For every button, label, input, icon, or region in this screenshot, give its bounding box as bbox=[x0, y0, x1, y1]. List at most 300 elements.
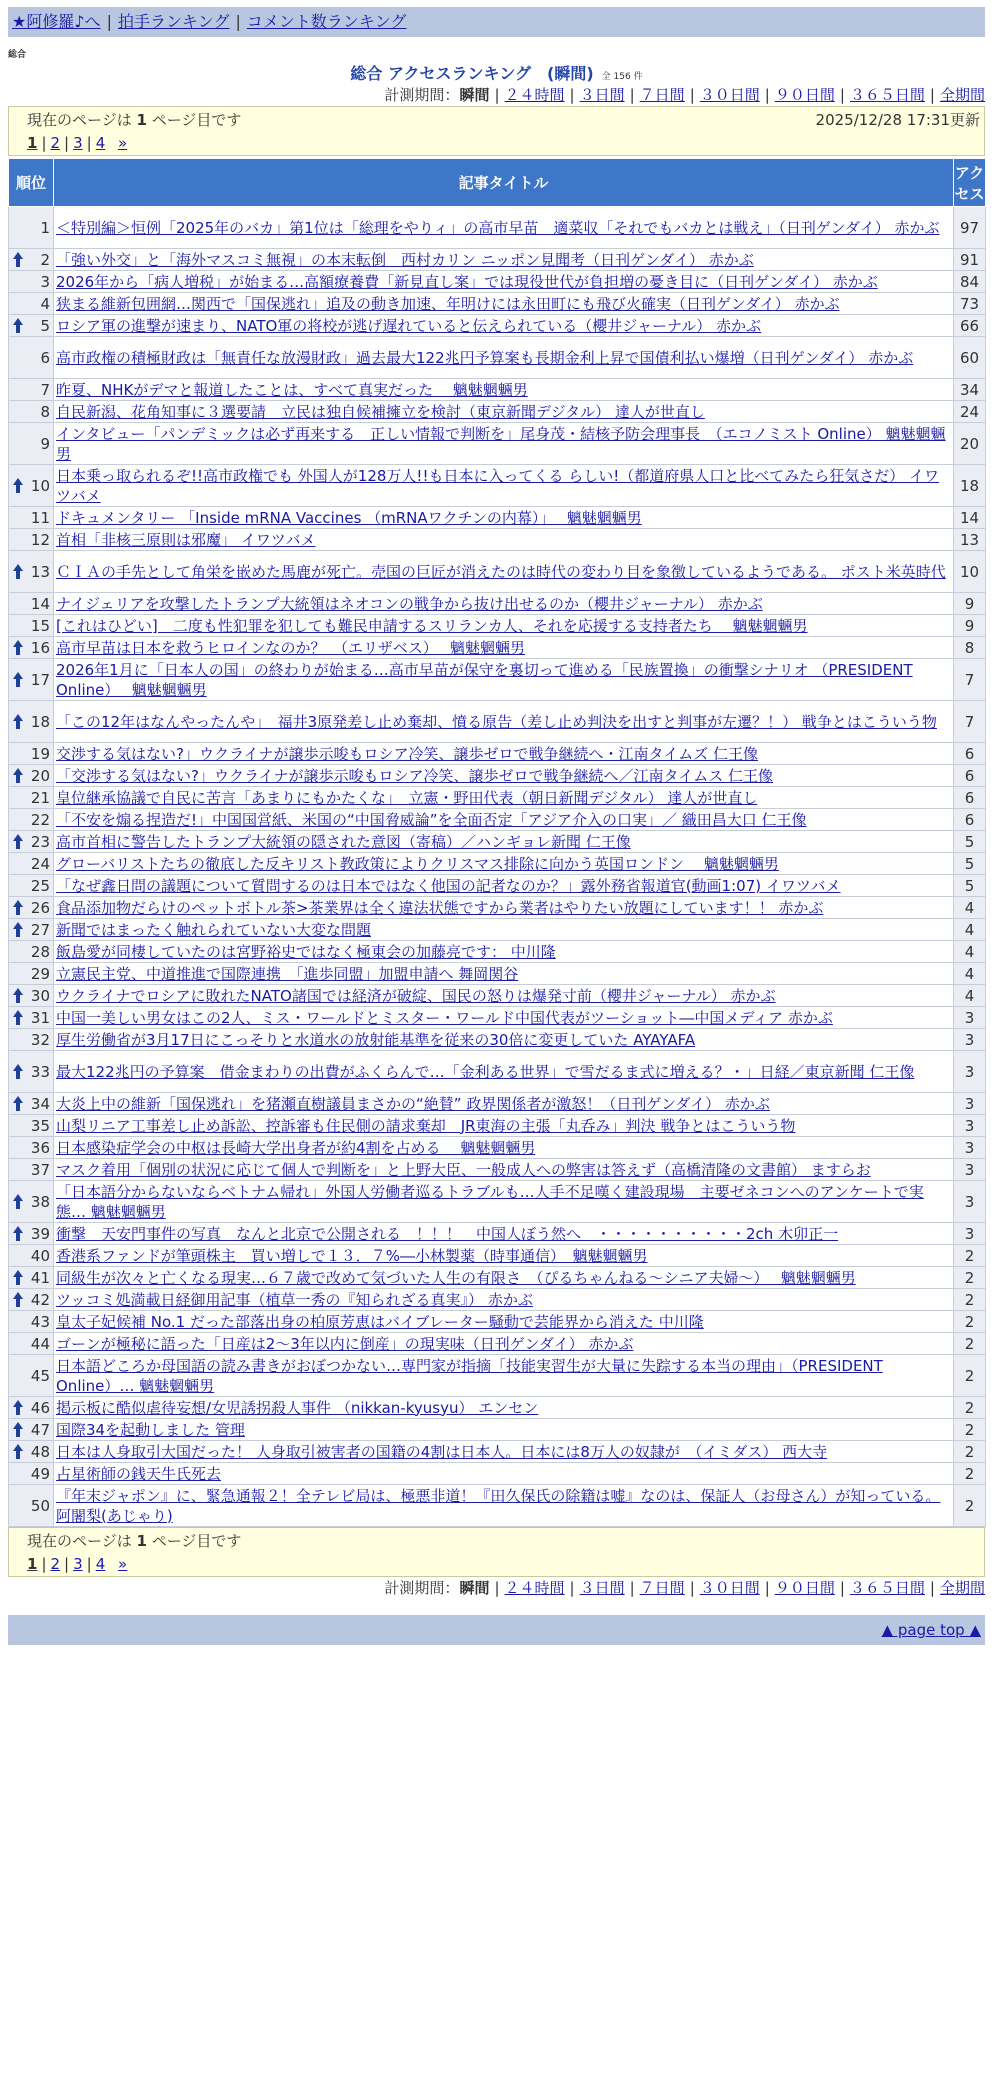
rank-cell bbox=[9, 1311, 54, 1333]
table-row bbox=[9, 701, 986, 743]
rank-cell bbox=[9, 1397, 54, 1419]
column-header-access: アクセス bbox=[954, 159, 986, 207]
article-title-link[interactable]: マスク着用「個別の状況に応じて個人で判断を」と上野大臣、一般成人への弊害は答えず（高橋清隆の文書館） ますらお bbox=[56, 1160, 871, 1179]
access-count: 2 bbox=[954, 1419, 986, 1441]
table-row bbox=[9, 401, 986, 423]
up-arrow-icon bbox=[13, 318, 23, 334]
article-title-link[interactable]: ＣＩＡの手先として角栄を嵌めた馬鹿が死亡。売国の巨匠が消えたのは時代の変わり目を象徴しているようである。 ポスト米英時代 bbox=[56, 562, 946, 581]
table-row bbox=[9, 985, 986, 1007]
rank-number: 22 bbox=[30, 810, 50, 829]
rank-cell bbox=[9, 1485, 54, 1527]
rank-number: 47 bbox=[30, 1420, 50, 1439]
period-link[interactable]: ９０日間 bbox=[774, 1579, 835, 1597]
pagination-page[interactable]: 4 bbox=[95, 1555, 106, 1573]
article-title-link[interactable]: 最大122兆円の予算案 借金まわりの出費がふくらんで…「金利ある世界」で雪だるま式に増える？・」日経／東京新聞 仁王像 bbox=[56, 1062, 915, 1081]
pagination-page[interactable]: 3 bbox=[73, 134, 83, 152]
nav-link-clap-ranking[interactable]: 拍手ランキング bbox=[117, 12, 230, 31]
footer-bar bbox=[8, 1615, 985, 1645]
access-count: 7 bbox=[954, 701, 986, 743]
title-cell bbox=[54, 1355, 954, 1397]
rank-cell bbox=[9, 897, 54, 919]
table-row bbox=[9, 1355, 986, 1397]
table-row bbox=[9, 337, 986, 379]
rank-cell bbox=[9, 809, 54, 831]
article-title-link[interactable]: 昨夏、NHKがデマと報道したことは、すべて真実だった 魑魅魍魎男 bbox=[56, 380, 528, 399]
up-arrow-icon bbox=[13, 1444, 23, 1460]
article-title-link[interactable]: 「交渉する気はない?」ウクライナが譲歩示唆もロシア冷笑、譲歩ゼロで戦争継続へ／江南タイムス 仁王像 bbox=[56, 766, 773, 785]
up-arrow-icon bbox=[13, 1422, 23, 1438]
article-title-link[interactable]: 皇太子妃候補 No.1 だった部落出身の柏原芳恵はバイブレーター騒動で芸能界から消えた 中川隆 bbox=[56, 1312, 704, 1331]
access-count: 6 bbox=[954, 809, 986, 831]
rank-number: 43 bbox=[30, 1312, 50, 1331]
pagination-spacer bbox=[109, 134, 114, 152]
period-separator: | bbox=[494, 1579, 500, 1597]
rank-number: 33 bbox=[30, 1062, 50, 1081]
top-nav-bar bbox=[8, 7, 985, 37]
pagination-page[interactable]: 4 bbox=[95, 134, 106, 152]
rank-cell bbox=[9, 293, 54, 315]
column-header-rank: 順位 bbox=[9, 159, 54, 207]
rank-number: 28 bbox=[30, 942, 50, 961]
rank-cell bbox=[9, 401, 54, 423]
access-count: 2 bbox=[954, 1311, 986, 1333]
rank-cell bbox=[9, 1051, 54, 1093]
article-title-link[interactable]: 大炎上中の維新「国保逃れ」を猪瀬直樹議員まさかの“絶賛” 政界関係者が激怒！（日刊ゲンダイ） 赤かぶ bbox=[56, 1094, 770, 1113]
article-title-link[interactable]: 国際34を起動しました 管理 bbox=[56, 1420, 245, 1439]
article-title-link[interactable]: 「この12年はなんやったんや」 福井3原発差し止め棄却、憤る原告（差し止め判決を出すと判事が左遷？！） 戦争とはこういう物 bbox=[56, 712, 937, 731]
article-title-link[interactable]: 日本乗っ取られるぞ!!高市政権でも 外国人が128万人!!も日本に入ってくる らしい!（都道府県人口と比べてみたら狂気さだ） イワツバメ bbox=[56, 466, 940, 505]
title-cell bbox=[54, 875, 954, 897]
page-status-number: 1 bbox=[136, 1532, 147, 1550]
up-arrow-icon bbox=[13, 714, 23, 730]
article-title-link[interactable]: 交渉する気はない?」ウクライナが譲歩示唆もロシア冷笑、譲歩ゼロで戦争継続へ・江南タイムズ 仁王像 bbox=[56, 744, 758, 763]
rank-cell bbox=[9, 1333, 54, 1355]
up-arrow-icon bbox=[13, 1194, 23, 1210]
table-row bbox=[9, 637, 986, 659]
table-row bbox=[9, 423, 986, 465]
article-title-link[interactable]: 首相「非核三原則は邪魔」 イワツバメ bbox=[56, 530, 316, 549]
article-title-link[interactable]: 『年末ジャポン』に、緊急通報２！全テレビ局は、極悪非道！『田久保氏の除籍は嘘』なのは、保証人（お母さん）が知っている。 阿闍梨(あじゃり) bbox=[56, 1486, 941, 1525]
rank-number: 29 bbox=[30, 964, 50, 983]
rank-number: 19 bbox=[30, 744, 50, 763]
access-count: 2 bbox=[954, 1289, 986, 1311]
rank-number: 6 bbox=[40, 348, 50, 367]
title-cell bbox=[54, 1159, 954, 1181]
title-cell bbox=[54, 207, 954, 249]
article-title-link[interactable]: 高市早苗は日本を救うヒロインなのか？ （エリザベス） 魑魅魍魎男 bbox=[56, 638, 526, 657]
access-count: 4 bbox=[954, 919, 986, 941]
rank-cell bbox=[9, 593, 54, 615]
rank-cell bbox=[9, 529, 54, 551]
pagination-next[interactable]: » bbox=[118, 134, 128, 152]
article-title-link[interactable]: 日本感染症学会の中枢は長崎大学出身者が約4割を占める 魑魅魍魎男 bbox=[56, 1138, 536, 1157]
article-title-link[interactable]: 日本語どころか母国語の読み書きがおぼつかない…専門家が指摘「技能実習生が大量に失踪する本当の理由」（PRESIDENT Online）… 魑魅魍魎男 bbox=[56, 1356, 883, 1395]
article-title-link[interactable]: インタビュー「パンデミックは必ず再来する 正しい情報で判断を」尾身茂・結核予防会理事長 （エコノミスト Online） 魑魅魍魎男 bbox=[56, 424, 946, 463]
title-cell bbox=[54, 963, 954, 985]
table-row bbox=[9, 941, 986, 963]
article-title-link[interactable]: グローバリストたちの徹底した反キリスト教政策によりクリスマス排除に向かう英国ロンドン 魑魅魍魎男 bbox=[56, 854, 779, 873]
period-separator: | bbox=[569, 86, 575, 104]
title-cell bbox=[54, 985, 954, 1007]
article-title-link[interactable]: ロシア軍の進撃が速まり、NATO軍の将校が逃げ遅れていると伝えられている（櫻井ジャーナル） 赤かぶ bbox=[56, 316, 762, 335]
access-count: 8 bbox=[954, 637, 986, 659]
title-cell bbox=[54, 787, 954, 809]
access-count: 20 bbox=[954, 423, 986, 465]
up-arrow-icon bbox=[13, 252, 23, 268]
rank-cell bbox=[9, 1355, 54, 1397]
up-arrow-icon bbox=[13, 1270, 23, 1286]
rank-number: 13 bbox=[30, 562, 50, 581]
table-row bbox=[9, 1029, 986, 1051]
period-link[interactable]: 全期間 bbox=[939, 86, 985, 104]
pagination bbox=[27, 133, 127, 153]
rank-number: 39 bbox=[30, 1224, 50, 1243]
access-count: 6 bbox=[954, 765, 986, 787]
rank-cell bbox=[9, 743, 54, 765]
rank-cell bbox=[9, 1245, 54, 1267]
table-row bbox=[9, 249, 986, 271]
period-link[interactable]: ３６５日間 bbox=[849, 1579, 925, 1597]
title-cell bbox=[54, 293, 954, 315]
article-title-link[interactable]: 食品添加物だらけのペットボトル茶>茶業界は全く違法状態ですから業者はやりたい放題にしています！！ 赤かぶ bbox=[56, 898, 824, 917]
period-link[interactable]: ７日間 bbox=[639, 1579, 685, 1597]
rank-number: 27 bbox=[30, 920, 50, 939]
rank-cell bbox=[9, 1159, 54, 1181]
table-row bbox=[9, 529, 986, 551]
period-separator: | bbox=[764, 86, 770, 104]
title-cell bbox=[54, 1007, 954, 1029]
article-title-link[interactable]: 同級生が次々と亡くなる現実…６７歳で改めて気づいた人生の有限さ （ぴるちゃんねる～シニア夫婦～） 魑魅魍魎男 bbox=[56, 1268, 856, 1287]
rank-cell bbox=[9, 941, 54, 963]
access-count: 3 bbox=[954, 1115, 986, 1137]
article-title-link[interactable]: 日本は人身取引大国だった！ 人身取引被害者の国籍の4割は日本人。日本には8万人の奴隷が （イミダス） 西大寺 bbox=[56, 1442, 828, 1461]
table-row bbox=[9, 207, 986, 249]
rank-cell bbox=[9, 1181, 54, 1223]
ranking-title-text: 総合 アクセスランキング (瞬間) bbox=[350, 64, 594, 83]
page-status bbox=[27, 1531, 241, 1551]
period-link[interactable]: ９０日間 bbox=[774, 86, 835, 104]
rank-cell bbox=[9, 315, 54, 337]
article-title-link[interactable]: ドキュメンタリー 「Inside mRNA Vaccines （mRNAワクチンの内幕）」 魑魅魍魎男 bbox=[56, 508, 642, 527]
title-cell bbox=[54, 743, 954, 765]
pagination-separator: | bbox=[86, 1555, 92, 1573]
access-count: 24 bbox=[954, 401, 986, 423]
access-count: 3 bbox=[954, 1223, 986, 1245]
article-title-link[interactable]: ウクライナでロシアに敗れたNATO諸国では経済が破綻、国民の怒りは爆発寸前（櫻井ジャーナル） 赤かぶ bbox=[56, 986, 776, 1005]
pagination-separator: | bbox=[86, 134, 92, 152]
rank-cell bbox=[9, 207, 54, 249]
pagination-separator: | bbox=[41, 134, 47, 152]
access-count: 2 bbox=[954, 1485, 986, 1527]
access-count: 2 bbox=[954, 1267, 986, 1289]
rank-cell bbox=[9, 1007, 54, 1029]
access-count: 3 bbox=[954, 1159, 986, 1181]
pagination-separator: | bbox=[64, 1555, 70, 1573]
page-status-prefix: 現在のページは bbox=[27, 111, 132, 129]
period-separator: | bbox=[629, 86, 635, 104]
period-separator: | bbox=[839, 86, 845, 104]
table-row bbox=[9, 465, 986, 507]
title-cell bbox=[54, 249, 954, 271]
period-separator: | bbox=[494, 86, 500, 104]
rank-number: 38 bbox=[30, 1192, 50, 1211]
rank-cell bbox=[9, 1093, 54, 1115]
table-row bbox=[9, 809, 986, 831]
table-row bbox=[9, 1419, 986, 1441]
article-title-link[interactable]: ＜特別編＞恒例「2025年のバカ」第1位は「総理をやりィ」の高市早苗 適菜収「それでもバカとは戦え」（日刊ゲンダイ） 赤かぶ bbox=[56, 218, 940, 237]
article-title-link[interactable]: 立憲民主党、中道推進で国際連携 「進歩同盟」加盟申請へ 舞岡関谷 bbox=[56, 964, 519, 983]
rank-number: 15 bbox=[30, 616, 50, 635]
up-arrow-icon bbox=[13, 768, 23, 784]
title-cell bbox=[54, 637, 954, 659]
access-count: 2 bbox=[954, 1397, 986, 1419]
title-cell bbox=[54, 659, 954, 701]
title-cell bbox=[54, 765, 954, 787]
page-status-suffix: ページ目です bbox=[151, 111, 242, 129]
article-title-link[interactable]: ツッコミ処満載日経御用記事（植草一秀の『知られざる真実』） 赤かぶ bbox=[56, 1290, 533, 1309]
nav-link-comment-ranking[interactable]: コメント数ランキング bbox=[246, 12, 407, 31]
up-arrow-icon bbox=[13, 988, 23, 1004]
period-link[interactable]: ３０日間 bbox=[699, 86, 760, 104]
article-title-link[interactable]: 掲示板に酷似虐待妄想/女児誘拐殺人事件 （nikkan-kyusyu） エンセン bbox=[56, 1398, 539, 1417]
ranking-table-body bbox=[9, 207, 986, 1527]
table-row bbox=[9, 1223, 986, 1245]
title-cell bbox=[54, 1485, 954, 1527]
title-cell bbox=[54, 271, 954, 293]
up-arrow-icon bbox=[13, 1010, 23, 1026]
up-arrow-icon bbox=[13, 922, 23, 938]
article-title-link[interactable]: 「強い外交」と「海外マスコミ無視」の本末転倒 西村カリン ニッポン見聞考（日刊ゲンダイ） 赤かぶ bbox=[56, 250, 754, 269]
title-cell bbox=[54, 465, 954, 507]
access-count: 4 bbox=[954, 963, 986, 985]
period-selector bbox=[0, 84, 985, 106]
table-row bbox=[9, 743, 986, 765]
rank-number: 11 bbox=[30, 508, 50, 527]
access-count: 66 bbox=[954, 315, 986, 337]
article-title-link[interactable]: 香港系ファンドが筆頭株主 買い増しで１３．７%―小林製薬（時事通信） 魑魅魍魎男 bbox=[56, 1246, 648, 1265]
table-row bbox=[9, 379, 986, 401]
period-link[interactable]: ３０日間 bbox=[699, 1579, 760, 1597]
article-title-link[interactable]: 「不安を煽る捏造だ!」中国国営紙、米国の“中国脅威論”を全面否定「アジア介入の口実」／ 織田昌大口 仁王像 bbox=[56, 810, 807, 829]
title-cell bbox=[54, 1333, 954, 1355]
rank-number: 4 bbox=[40, 294, 50, 313]
title-cell bbox=[54, 1463, 954, 1485]
title-cell bbox=[54, 593, 954, 615]
rank-number: 34 bbox=[30, 1094, 50, 1113]
article-title-link[interactable]: 2026年1月に「日本人の国」の終わりが始まる…高市早苗が保守を裏切って進める「民族置換」の衝撃シナリオ （PRESIDENT Online） 魑魅魍魎男 bbox=[56, 660, 913, 699]
rank-cell bbox=[9, 1441, 54, 1463]
table-row bbox=[9, 787, 986, 809]
table-row bbox=[9, 659, 986, 701]
table-row bbox=[9, 1093, 986, 1115]
period-separator: | bbox=[629, 1579, 635, 1597]
rank-cell bbox=[9, 701, 54, 743]
table-row bbox=[9, 1289, 986, 1311]
page-status-box bbox=[8, 106, 985, 156]
title-cell bbox=[54, 551, 954, 593]
article-title-link[interactable]: 高市政権の積極財政は「無責任な放漫財政」過去最大122兆円予算案も長期金利上昇で国債利払い爆増（日刊ゲンダイ） 赤かぶ bbox=[56, 348, 914, 367]
table-row bbox=[9, 1159, 986, 1181]
article-title-link[interactable]: 中国一美しい男女はこの2人、ミス・ワールドとミスター・ワールド中国代表がツーショット―中国メディア 赤かぶ bbox=[56, 1008, 833, 1027]
rank-number: 21 bbox=[30, 788, 50, 807]
period-separator: | bbox=[689, 1579, 695, 1597]
title-cell bbox=[54, 853, 954, 875]
pagination-page[interactable]: 3 bbox=[73, 1555, 83, 1573]
article-title-link[interactable]: 山梨リニア工事差し止め訴訟、控訴審も住民側の請求棄却 JR東海の主張「丸呑み」判決 戦争とはこういう物 bbox=[56, 1116, 796, 1135]
access-count: 10 bbox=[954, 551, 986, 593]
article-title-link[interactable]: 2026年から「病人増税」が始まる…高額療養費「新見直し案」では現役世代が負担増の憂き目に（日刊ゲンダイ） 赤かぶ bbox=[56, 272, 878, 291]
title-cell bbox=[54, 1223, 954, 1245]
up-arrow-icon bbox=[13, 1226, 23, 1242]
access-count: 7 bbox=[954, 659, 986, 701]
period-link[interactable]: ３６５日間 bbox=[849, 86, 925, 104]
total-count: 全 156 件 bbox=[601, 72, 643, 82]
article-title-link[interactable]: 占星術師の銭天牛氏死去 bbox=[56, 1464, 222, 1483]
rank-cell bbox=[9, 1463, 54, 1485]
page-status bbox=[27, 110, 241, 130]
access-count: 60 bbox=[954, 337, 986, 379]
title-cell bbox=[54, 1267, 954, 1289]
period-link[interactable]: ２４時間 bbox=[504, 1579, 565, 1597]
title-cell bbox=[54, 1029, 954, 1051]
rank-number: 37 bbox=[30, 1160, 50, 1179]
page-status-box-bottom bbox=[8, 1527, 985, 1577]
period-current: 瞬間 bbox=[459, 86, 490, 104]
rank-cell bbox=[9, 615, 54, 637]
pagination-page[interactable]: 2 bbox=[50, 1555, 61, 1573]
period-link[interactable]: 全期間 bbox=[939, 1579, 985, 1597]
article-title-link[interactable]: 皇位継承協議で自民に苦言「あまりにもかたくな」 立憲・野田代表（朝日新聞デジタル） 達人が世直し bbox=[56, 788, 758, 807]
period-current: 瞬間 bbox=[459, 1579, 490, 1597]
period-link[interactable]: ３日間 bbox=[579, 86, 625, 104]
rank-cell bbox=[9, 875, 54, 897]
rank-cell bbox=[9, 919, 54, 941]
rank-cell bbox=[9, 1223, 54, 1245]
access-count: 4 bbox=[954, 985, 986, 1007]
article-title-link[interactable]: 「日本語分からないならベトナム帰れ」外国人労働者巡るトラブルも…人手不足嘆く建設現場 主要ゼネコンへのアンケートで実態… 魑魅魍魎男 bbox=[56, 1182, 924, 1221]
article-title-link[interactable]: 厚生労働省が3月17日にこっそりと水道水の放射能基準を従来の30倍に変更していた AYAYAFA bbox=[56, 1030, 696, 1049]
pagination-current-page[interactable]: 1 bbox=[27, 1555, 38, 1573]
access-count: 6 bbox=[954, 743, 986, 765]
title-cell bbox=[54, 379, 954, 401]
pagination-page[interactable]: 2 bbox=[50, 134, 61, 152]
title-cell bbox=[54, 615, 954, 637]
rank-number: 23 bbox=[30, 832, 50, 851]
rank-number: 49 bbox=[30, 1464, 50, 1483]
article-title-link[interactable]: [これはひどい] 二度も性犯罪を犯しても難民申請するスリランカ人、それを応援する支持者たち 魑魅魍魎男 bbox=[56, 616, 808, 635]
access-count: 3 bbox=[954, 1007, 986, 1029]
rank-cell bbox=[9, 985, 54, 1007]
pagination-separator: | bbox=[41, 1555, 47, 1573]
period-label: 計測期間： bbox=[384, 86, 460, 104]
rank-number: 17 bbox=[30, 670, 50, 689]
rank-number: 7 bbox=[40, 380, 50, 399]
access-count: 5 bbox=[954, 875, 986, 897]
up-arrow-icon bbox=[13, 640, 23, 656]
table-row bbox=[9, 765, 986, 787]
rank-number: 44 bbox=[30, 1334, 50, 1353]
table-row bbox=[9, 1115, 986, 1137]
page-status-number: 1 bbox=[136, 111, 147, 129]
rank-number: 25 bbox=[30, 876, 50, 895]
article-title-link[interactable]: 新聞ではまったく触れられていない大変な問題 bbox=[56, 920, 372, 939]
title-cell bbox=[54, 1289, 954, 1311]
rank-number: 50 bbox=[30, 1496, 50, 1515]
title-cell bbox=[54, 941, 954, 963]
up-arrow-icon bbox=[13, 1400, 23, 1416]
article-title-link[interactable]: 高市首相に警告したトランプ大統領の隠された意図（寄稿）／ハンギョレ新聞 仁王像 bbox=[56, 832, 631, 851]
article-title-link[interactable]: 飯島愛が同棲していたのは宮野裕史ではなく極東会の加藤亮です： 中川隆 bbox=[56, 942, 556, 961]
rank-number: 20 bbox=[30, 766, 50, 785]
rank-cell bbox=[9, 659, 54, 701]
rank-number: 12 bbox=[30, 530, 50, 549]
period-link[interactable]: ７日間 bbox=[639, 86, 685, 104]
access-count: 13 bbox=[954, 529, 986, 551]
article-title-link[interactable]: 自民新潟、花角知事に３選要請 立民は独自候補擁立を検討（東京新聞デジタル） 達人が世直し bbox=[56, 402, 705, 421]
table-header-row bbox=[9, 159, 986, 207]
article-title-link[interactable]: ナイジェリアを攻撃したトランプ大統領はネオコンの戦争から抜け出せるのか（櫻井ジャーナル） 赤かぶ bbox=[56, 594, 763, 613]
rank-cell bbox=[9, 637, 54, 659]
table-row bbox=[9, 897, 986, 919]
article-title-link[interactable]: ゴーンが極秘に語った「日産は2～3年以内に倒産」の現実味（日刊ゲンダイ） 赤かぶ bbox=[56, 1334, 634, 1353]
rank-number: 16 bbox=[30, 638, 50, 657]
rank-cell bbox=[9, 465, 54, 507]
period-link[interactable]: ３日間 bbox=[579, 1579, 625, 1597]
rank-cell bbox=[9, 1267, 54, 1289]
pagination-next[interactable]: » bbox=[118, 1555, 128, 1573]
access-count: 5 bbox=[954, 831, 986, 853]
rank-number: 24 bbox=[30, 854, 50, 873]
rank-number: 1 bbox=[40, 218, 50, 237]
rank-number: 8 bbox=[40, 402, 50, 421]
ranking-title bbox=[0, 64, 993, 84]
rank-cell bbox=[9, 787, 54, 809]
article-title-link[interactable]: 狭まる維新包囲網…関西で「国保逃れ」追及の動き加速、年明けには永田町にも飛び火確実（日刊ゲンダイ） 赤かぶ bbox=[56, 294, 840, 313]
title-cell bbox=[54, 315, 954, 337]
rank-number: 48 bbox=[30, 1442, 50, 1461]
rank-number: 31 bbox=[30, 1008, 50, 1027]
access-count: 18 bbox=[954, 465, 986, 507]
rank-cell bbox=[9, 271, 54, 293]
article-title-link[interactable]: 「なぜ鑫日問の議題について質問するのは日本ではなく他国の記者なのか？」露外務省報道官(動画1:07) イワツバメ bbox=[56, 876, 841, 895]
nav-separator: | bbox=[106, 12, 112, 31]
title-cell bbox=[54, 1051, 954, 1093]
page-status-prefix: 現在のページは bbox=[27, 1532, 132, 1550]
title-cell bbox=[54, 1441, 954, 1463]
period-separator: | bbox=[569, 1579, 575, 1597]
title-cell bbox=[54, 831, 954, 853]
table-row bbox=[9, 315, 986, 337]
nav-link-asyura[interactable]: ★阿修羅♪へ bbox=[12, 12, 101, 31]
rank-number: 5 bbox=[40, 316, 50, 335]
rank-cell bbox=[9, 853, 54, 875]
rank-number: 41 bbox=[30, 1268, 50, 1287]
up-arrow-icon bbox=[13, 478, 23, 494]
table-row bbox=[9, 1485, 986, 1527]
page-status-suffix: ページ目です bbox=[151, 1532, 242, 1550]
period-link[interactable]: ２４時間 bbox=[504, 86, 565, 104]
ranking-table bbox=[8, 158, 986, 1527]
table-row bbox=[9, 919, 986, 941]
title-cell bbox=[54, 919, 954, 941]
pagination-current-page[interactable]: 1 bbox=[27, 134, 38, 152]
page-top-link[interactable]: ▲ page top ▲ bbox=[881, 1621, 981, 1639]
up-arrow-icon bbox=[13, 672, 23, 688]
article-title-link[interactable]: 衝撃 天安門事件の写真 なんと北京で公開される ！！！ 中国人ぼう然へ ・・・・・・・・・・2ch 木卯正一 bbox=[56, 1224, 839, 1243]
rank-number: 10 bbox=[30, 476, 50, 495]
title-cell bbox=[54, 1137, 954, 1159]
title-cell bbox=[54, 1245, 954, 1267]
